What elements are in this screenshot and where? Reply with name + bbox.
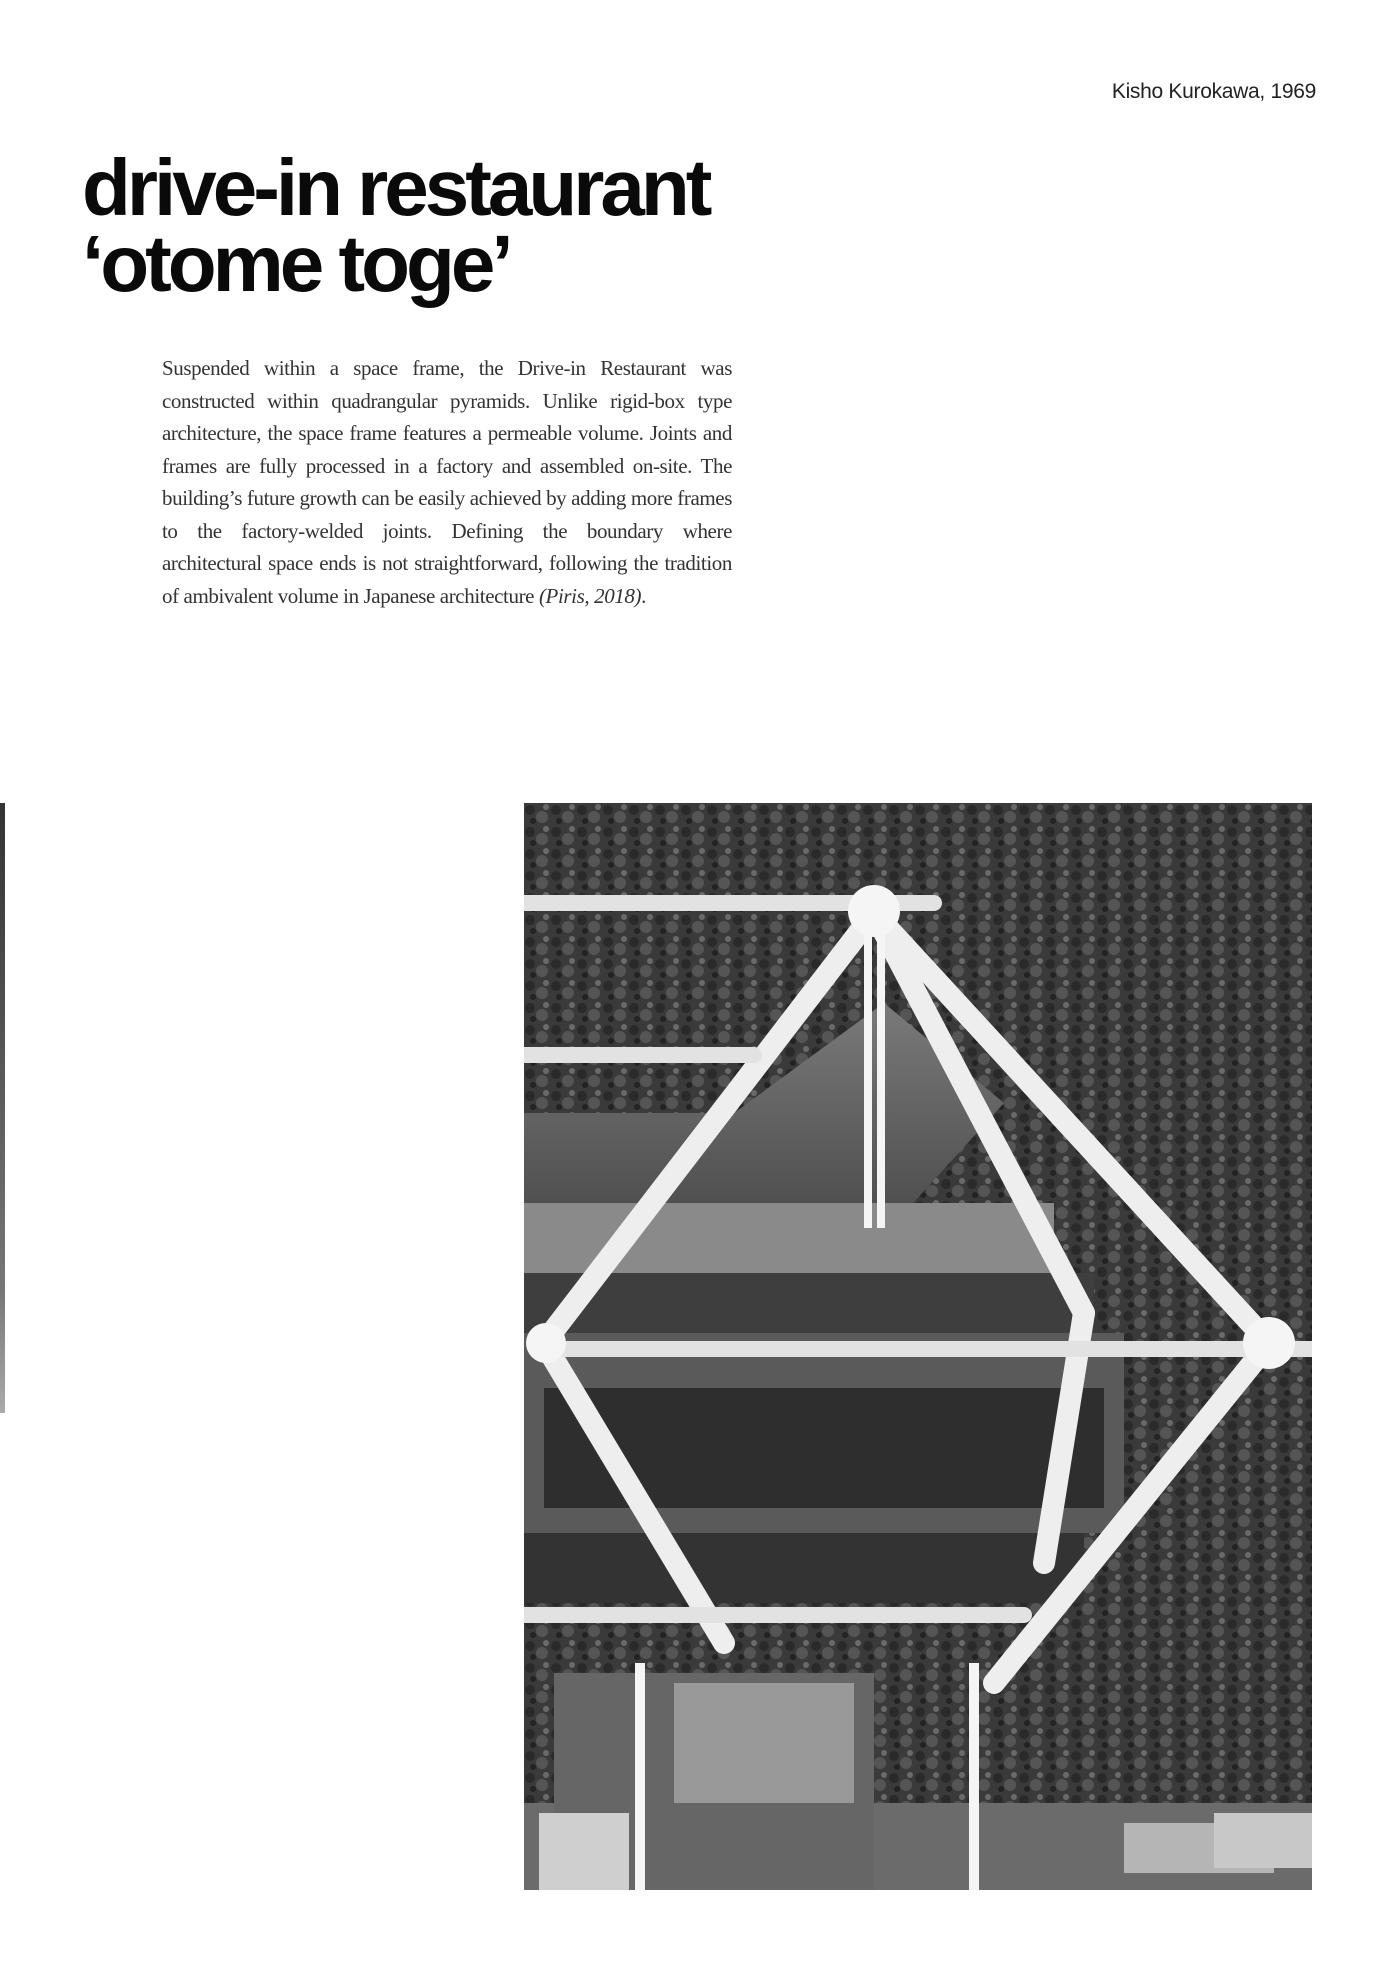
citation: (Piris, 2018) — [538, 583, 642, 608]
description-text: Suspended within a space frame, the Drive-in Restaurant was constructed within quadrangular pyramids. Unlike rigid-box type architecture, the space frame features a permeable volume. Joints and frames are fully processed in a factory and assembled on-site. The building’s future growth can be easily achieved by adding more frames to the factory-welded joints. Defining the boundary where architectural space ends is not straightforward, following the tradition of ambivalent volume in Japanese architecture — [162, 356, 732, 608]
adjacent-photo-edge — [0, 803, 5, 1413]
title-line-2: ‘otome toge’ — [82, 219, 510, 308]
description-paragraph — [162, 352, 732, 612]
photo-illustration — [524, 803, 1312, 1890]
page-title — [82, 143, 709, 308]
author-year: Kisho Kurokawa, 1969 — [1111, 80, 1316, 103]
description-end: . — [641, 583, 646, 608]
building-photo — [524, 803, 1312, 1890]
title-line-1: drive-in restaurant — [82, 143, 709, 232]
